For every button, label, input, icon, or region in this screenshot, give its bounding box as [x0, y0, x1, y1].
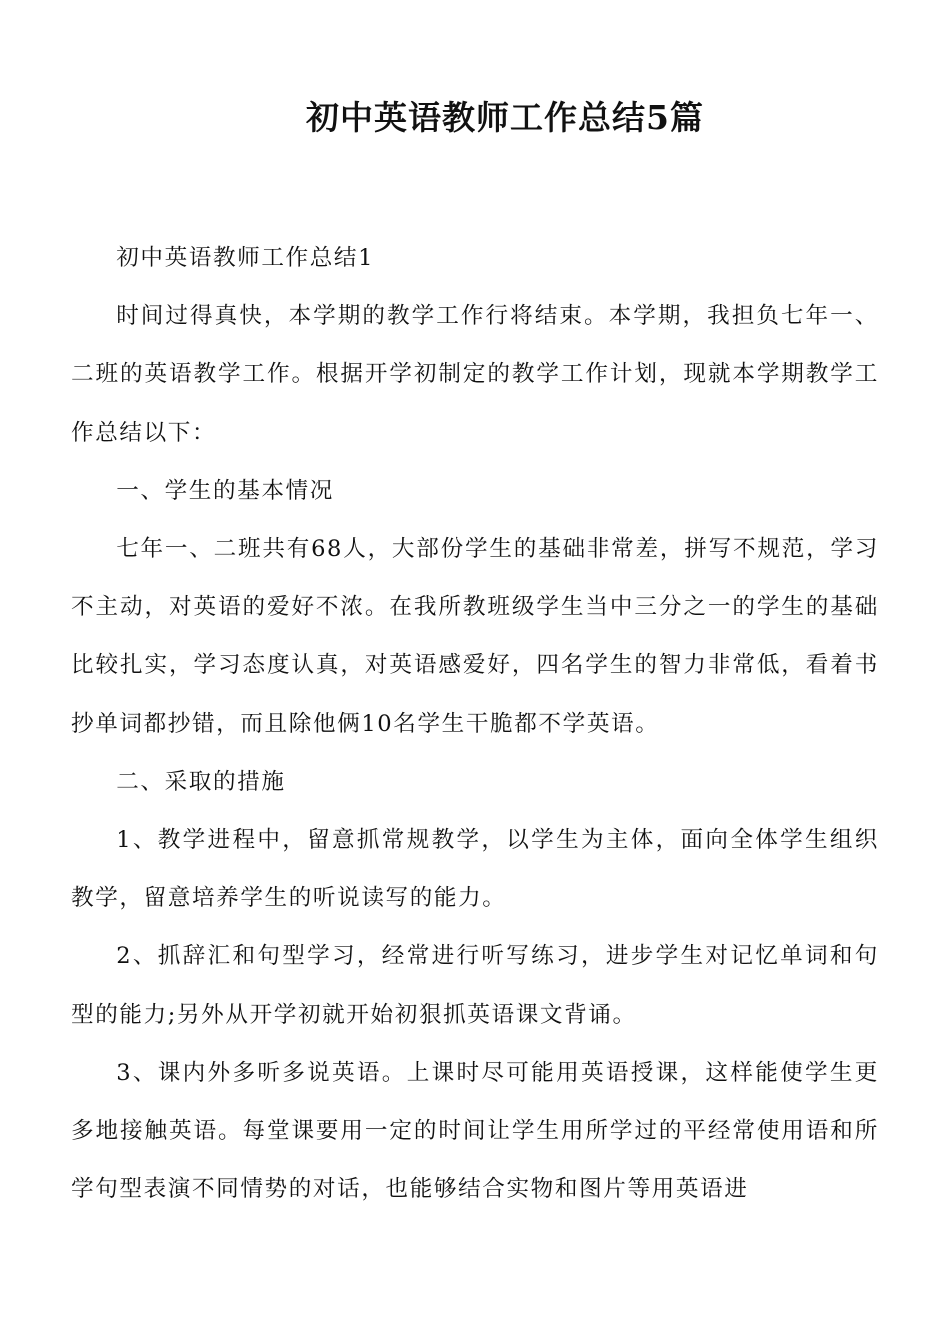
paragraph: 时间过得真快，本学期的教学工作行将结束。本学期，我担负七年一、二班的英语教学工作。根据开学初制定的教学工作计划，现就本学期教学工作总结以下： — [71, 303, 879, 446]
section-heading: 初中英语教师工作总结1 — [116, 245, 375, 271]
section-heading: 二、采取的措施 — [116, 768, 286, 795]
paragraph: 七年一、二班共有68人，大部份学生的基础非常差，拼写不规范，学习不主动，对英语的爱好不浓。在我所教班级学生当中三分之一的学生的基础比较扎实，学习态度认真，对英语感爱好，四名学生的智力非常低，看着书抄单词都抄错，而且除他俩10名学生干脆都不学英语。 — [71, 536, 879, 737]
paragraph: 3、课内外多听多说英语。上课时尽可能用英语授课，这样能使学生更多地接触英语。每堂课要用一定的时间让学生用所学过的平经常使用语和所学句型表演不同情势的对话，也能够结合实物和图片等用英语进 — [71, 1059, 879, 1203]
paragraph: 1、教学进程中，留意抓常规教学，以学生为主体，面向全体学生组织教学，留意培养学生的听说读写的能力。 — [71, 827, 879, 912]
section-heading: 一、学生的基本情况 — [116, 477, 334, 504]
document-title: 初中英语教师工作总结5篇 — [306, 98, 704, 137]
paragraph: 2、抓辞汇和句型学习，经常进行听写练习，进步学生对记忆单词和句型的能力;另外从开学初就开始初狠抓英语课文背诵。 — [71, 943, 879, 1028]
document-body — [71, 229, 879, 1218]
